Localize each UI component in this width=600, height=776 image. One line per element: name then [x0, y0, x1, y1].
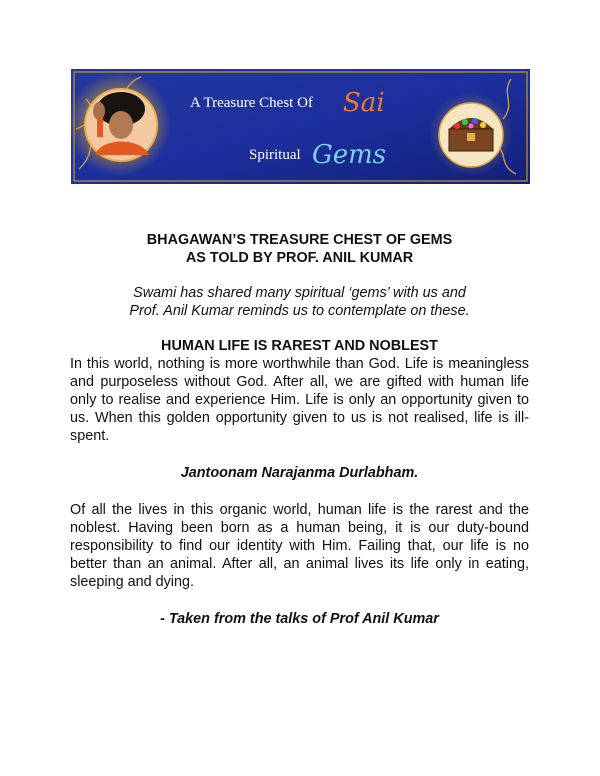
attribution: - Taken from the talks of Prof Anil Kumar — [160, 611, 439, 627]
banner-title-line1: A Treasure Chest Of — [190, 95, 313, 111]
section-title: HUMAN LIFE IS RAREST AND NOBLEST — [161, 338, 438, 354]
intro-line1: Swami has shared many spiritual ‘gems’ with us and — [133, 285, 466, 301]
sai-portrait-icon — [85, 89, 157, 161]
paragraph-1: In this world, nothing is more worthwhile than God. Life is meaningless and purposeless without God. After all, we are gifted with human life only to realise and experience Him. Life is only an opportunity given to us. When this golden opportunity given to us is not realised, life is ill-spent. — [70, 356, 529, 444]
paragraph-2: Of all the lives in this organic world, human life is the rarest and the noblest. Having been born as a human being, it is our duty-bound responsibility to find our identity with Him. Failing that, our life is no better than an animal. After all, an animal lives its life only in eating, sleeping and dying. — [70, 502, 529, 590]
article — [70, 231, 529, 628]
treasure-chest-icon — [439, 103, 503, 167]
intro-line2: Prof. Anil Kumar reminds us to contemplate on these. — [129, 303, 470, 319]
article-heading — [70, 231, 529, 267]
banner-title-sai: Sai — [343, 88, 385, 118]
heading-line1: BHAGAWAN’S TREASURE CHEST OF GEMS — [146, 232, 453, 248]
banner-title-line2: Spiritual — [249, 147, 301, 163]
sanskrit-quote: Jantoonam Narajanma Durlabham. — [180, 465, 419, 481]
banner-title-gems: Gems — [312, 140, 387, 170]
header-banner — [71, 69, 530, 184]
heading-line2: AS TOLD BY PROF. ANIL KUMAR — [185, 250, 414, 266]
article-intro — [70, 284, 529, 320]
